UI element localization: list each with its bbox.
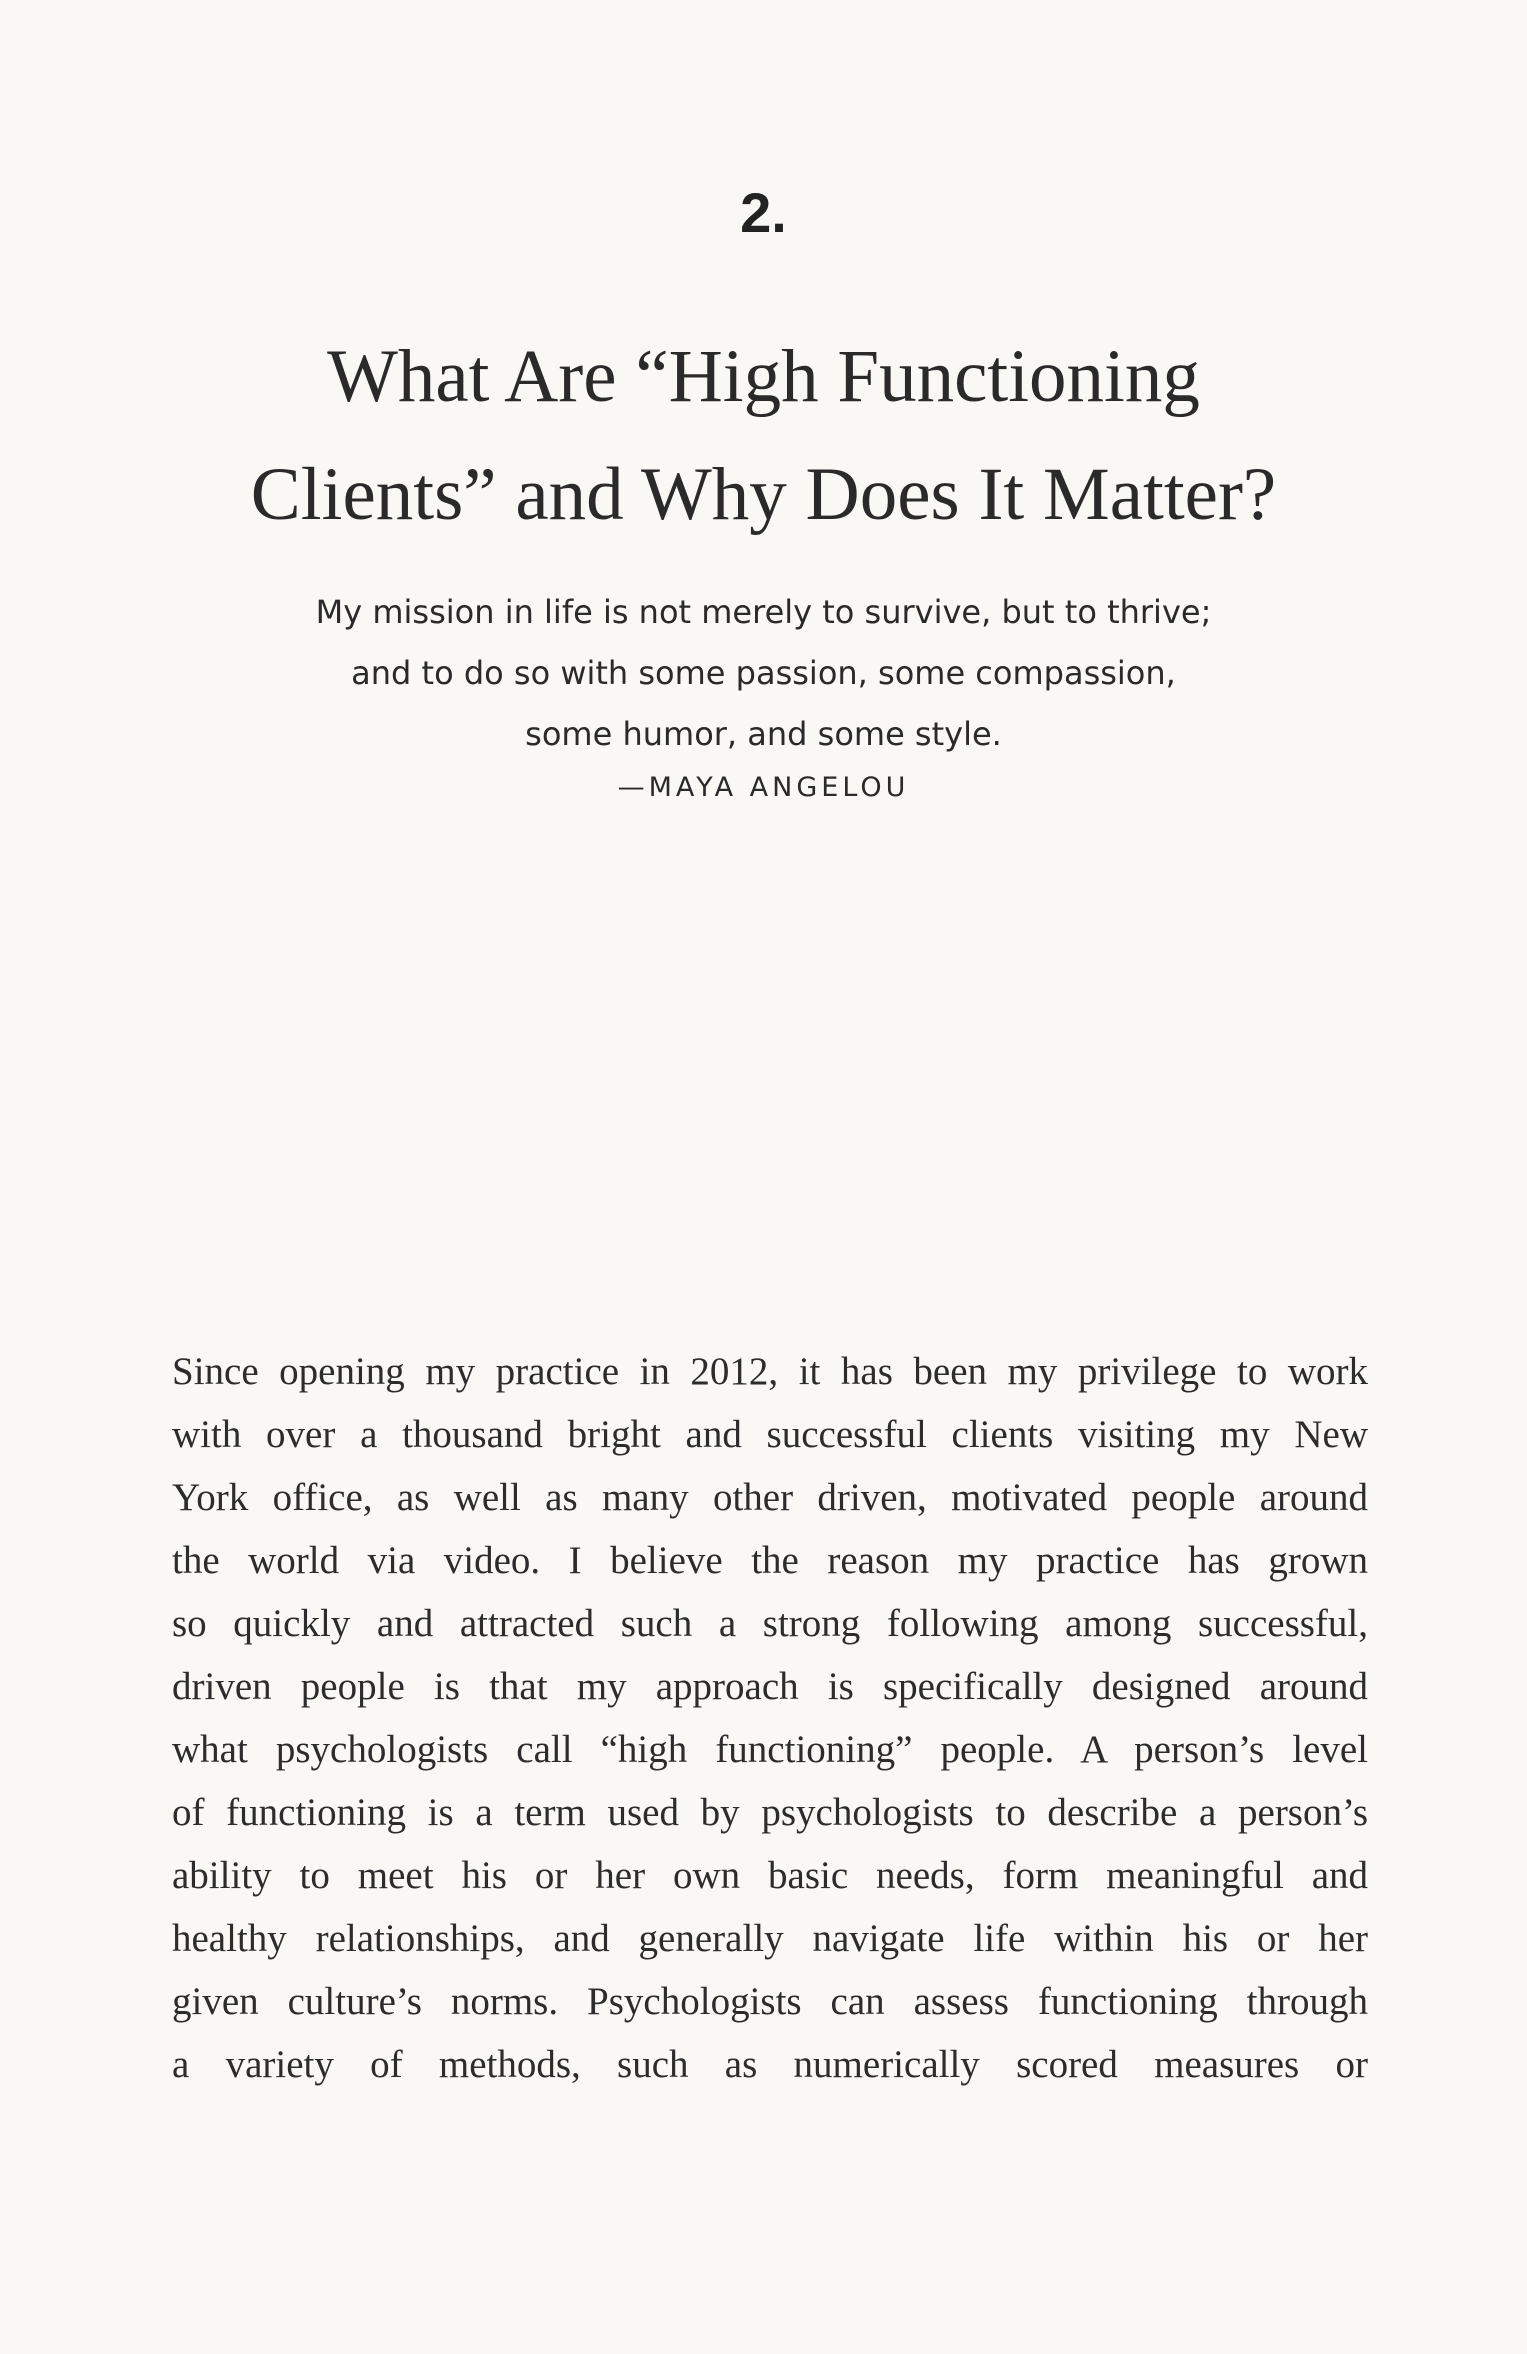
body-line: a variety of methods, such as numerically scored measures or	[172, 2043, 1368, 2086]
body-line: with over a thousand bright and successful clients visiting my New	[172, 1413, 1368, 1456]
body-line: healthy relationships, and generally navigate life within his or her	[172, 1917, 1368, 1960]
chapter-title-line: Clients” and Why Does It Matter?	[250, 453, 1277, 536]
body-line: of functioning is a term used by psychologists to describe a person’s	[172, 1791, 1368, 1834]
body-line: so quickly and attracted such a strong following among successful,	[172, 1602, 1368, 1645]
chapter-title	[0, 318, 1527, 554]
body-line: driven people is that my approach is specifically designed around	[172, 1665, 1368, 1708]
body-line: York office, as well as many other driven, motivated people around	[172, 1476, 1368, 1519]
body-paragraph	[172, 1340, 1368, 2096]
epigraph-attribution: —MAYA ANGELOU	[617, 772, 910, 803]
epigraph-line: and to do so with some passion, some compassion,	[351, 654, 1176, 692]
epigraph-line: My mission in life is not merely to survive, but to thrive;	[315, 593, 1212, 631]
body-line: what psychologists call “high functioning” people. A person’s level	[172, 1728, 1368, 1771]
chapter-title-line: What Are “High Functioning	[327, 335, 1200, 418]
epigraph-line: some humor, and some style.	[525, 715, 1002, 753]
body-line: given culture’s norms. Psychologists can assess functioning through	[172, 1980, 1368, 2023]
chapter-number: 2.	[740, 181, 787, 244]
epigraph-quote	[0, 582, 1527, 765]
body-line: Since opening my practice in 2012, it has been my privilege to work	[172, 1350, 1368, 1393]
body-line: the world via video. I believe the reason my practice has grown	[172, 1539, 1368, 1582]
body-line: ability to meet his or her own basic needs, form meaningful and	[172, 1854, 1368, 1897]
